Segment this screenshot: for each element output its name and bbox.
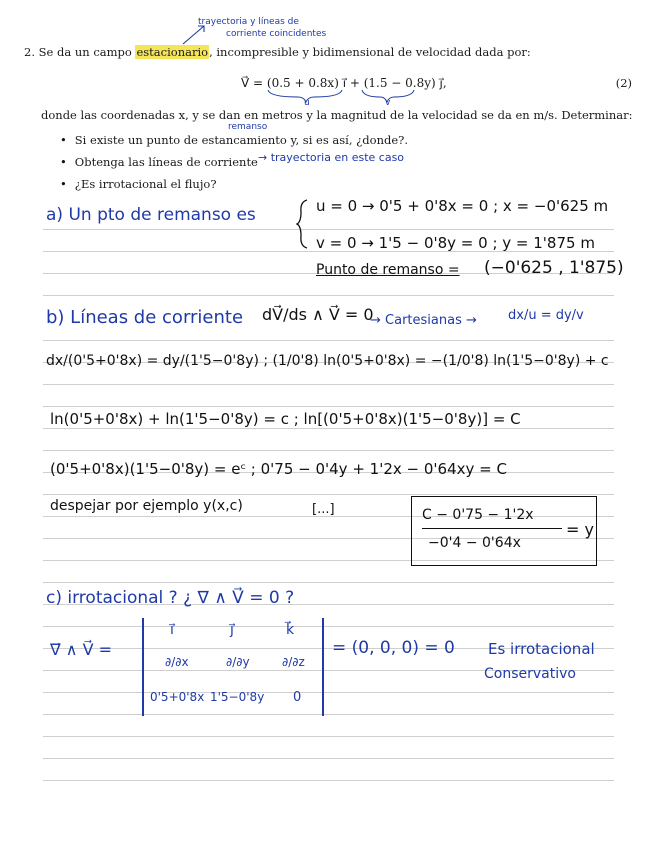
matrix-u: 0'5+0'8x <box>150 690 205 704</box>
cross-product-eq: dV⃗/ds ∧ V⃗ = 0 <box>262 305 374 324</box>
stagnation-point: (−0'625 , 1'875) <box>484 258 624 278</box>
problem-statement: 2. Se da un campo estacionario, incompresible y bidimensional de velocidad dada por: <box>24 45 531 59</box>
curl-lhs: ∇⃗ ∧ V⃗ = <box>50 640 113 659</box>
part-a-label: a) Un pto de remanso es <box>46 205 256 225</box>
streamlines-note: → trayectoria en este caso <box>258 151 405 164</box>
determinant-right-bar <box>322 618 324 716</box>
top-note-line1: trayectoria y líneas de <box>198 17 299 27</box>
streamline-step-2: ln(0'5+0'8x) + ln(1'5−0'8y) = c ; ln[(0'5+0'8x)(1'5−0'8y)] = C <box>50 410 521 428</box>
matrix-v: 1'5−0'8y <box>210 690 265 704</box>
highlight-stationary: estacionario <box>136 45 209 59</box>
matrix-k: k⃗ <box>286 622 295 638</box>
ellipsis: [...] <box>312 502 335 517</box>
conclusion-conservative: Conservativo <box>484 666 576 682</box>
part-b-label: b) Líneas de corriente <box>46 307 244 328</box>
part-c-label: c) irrotacional ? ¿ ∇ ∧ V⃗ = 0 ? <box>46 588 295 608</box>
matrix-dx: ∂/∂x <box>165 655 189 669</box>
v-label: v <box>385 98 391 108</box>
box-numerator: C − 0'75 − 1'2x <box>422 507 534 523</box>
streamline-step-3: (0'5+0'8x)(1'5−0'8y) = eᶜ ; 0'75 − 0'4y + 1'2x − 0'64xy = C <box>50 460 507 478</box>
annotation-arrow-icon <box>180 22 210 46</box>
equation-number: (2) <box>615 76 632 90</box>
result-label: Punto de remanso = <box>316 262 460 278</box>
conclusion-irrotational: Es irrotacional <box>488 640 595 658</box>
equation-underbraces <box>262 88 422 106</box>
box-denominator: −0'4 − 0'64x <box>428 535 521 551</box>
matrix-j: j⃗ <box>230 622 234 638</box>
question-1: • Si existe un punto de estancamiento y, si es así, ¿donde?. <box>60 133 408 147</box>
problem-description: donde las coordenadas x, y se dan en metros y la magnitud de la velocidad se da en m/s. Determinar: <box>41 108 633 122</box>
question-3: • ¿Es irrotacional el flujo? <box>60 177 217 191</box>
part-a-eq-u: u = 0 → 0'5 + 0'8x = 0 ; x = −0'625 m <box>316 197 609 215</box>
matrix-i: i⃗ <box>170 622 174 638</box>
cartesian-label: → Cartesianas → <box>370 313 477 328</box>
remanso-note: remanso <box>228 122 268 132</box>
streamline-step-4: despejar por ejemplo y(x,c) <box>50 498 243 514</box>
brace-icon <box>296 198 310 250</box>
curl-result: = (0, 0, 0) = 0 <box>332 638 455 658</box>
determinant-left-bar <box>142 618 144 716</box>
question-2: • Obtenga las líneas de corriente <box>60 155 258 169</box>
matrix-dy: ∂/∂y <box>226 655 250 669</box>
top-note-line2: corriente coincidentes <box>226 29 327 39</box>
matrix-w: 0 <box>293 690 302 705</box>
ratio-eq: dx/u = dy/v <box>508 308 584 323</box>
velocity-equation: V⃗ = (0.5 + 0.8x) i⃗ + (1.5 − 0.8y) j⃗, <box>241 76 447 90</box>
streamline-step-1: dx/(0'5+0'8x) = dy/(1'5−0'8y) ; (1/0'8) ln(0'5+0'8x) = −(1/0'8) ln(1'5−0'8y) + c <box>46 353 609 369</box>
box-rhs: = y <box>566 520 594 539</box>
matrix-dz: ∂/∂z <box>282 655 305 669</box>
problem-number: 2. <box>24 45 35 59</box>
u-label: u <box>304 98 310 108</box>
fraction-bar <box>422 528 562 529</box>
result-box <box>411 496 597 566</box>
part-a-eq-v: v = 0 → 1'5 − 0'8y = 0 ; y = 1'875 m <box>316 234 595 252</box>
